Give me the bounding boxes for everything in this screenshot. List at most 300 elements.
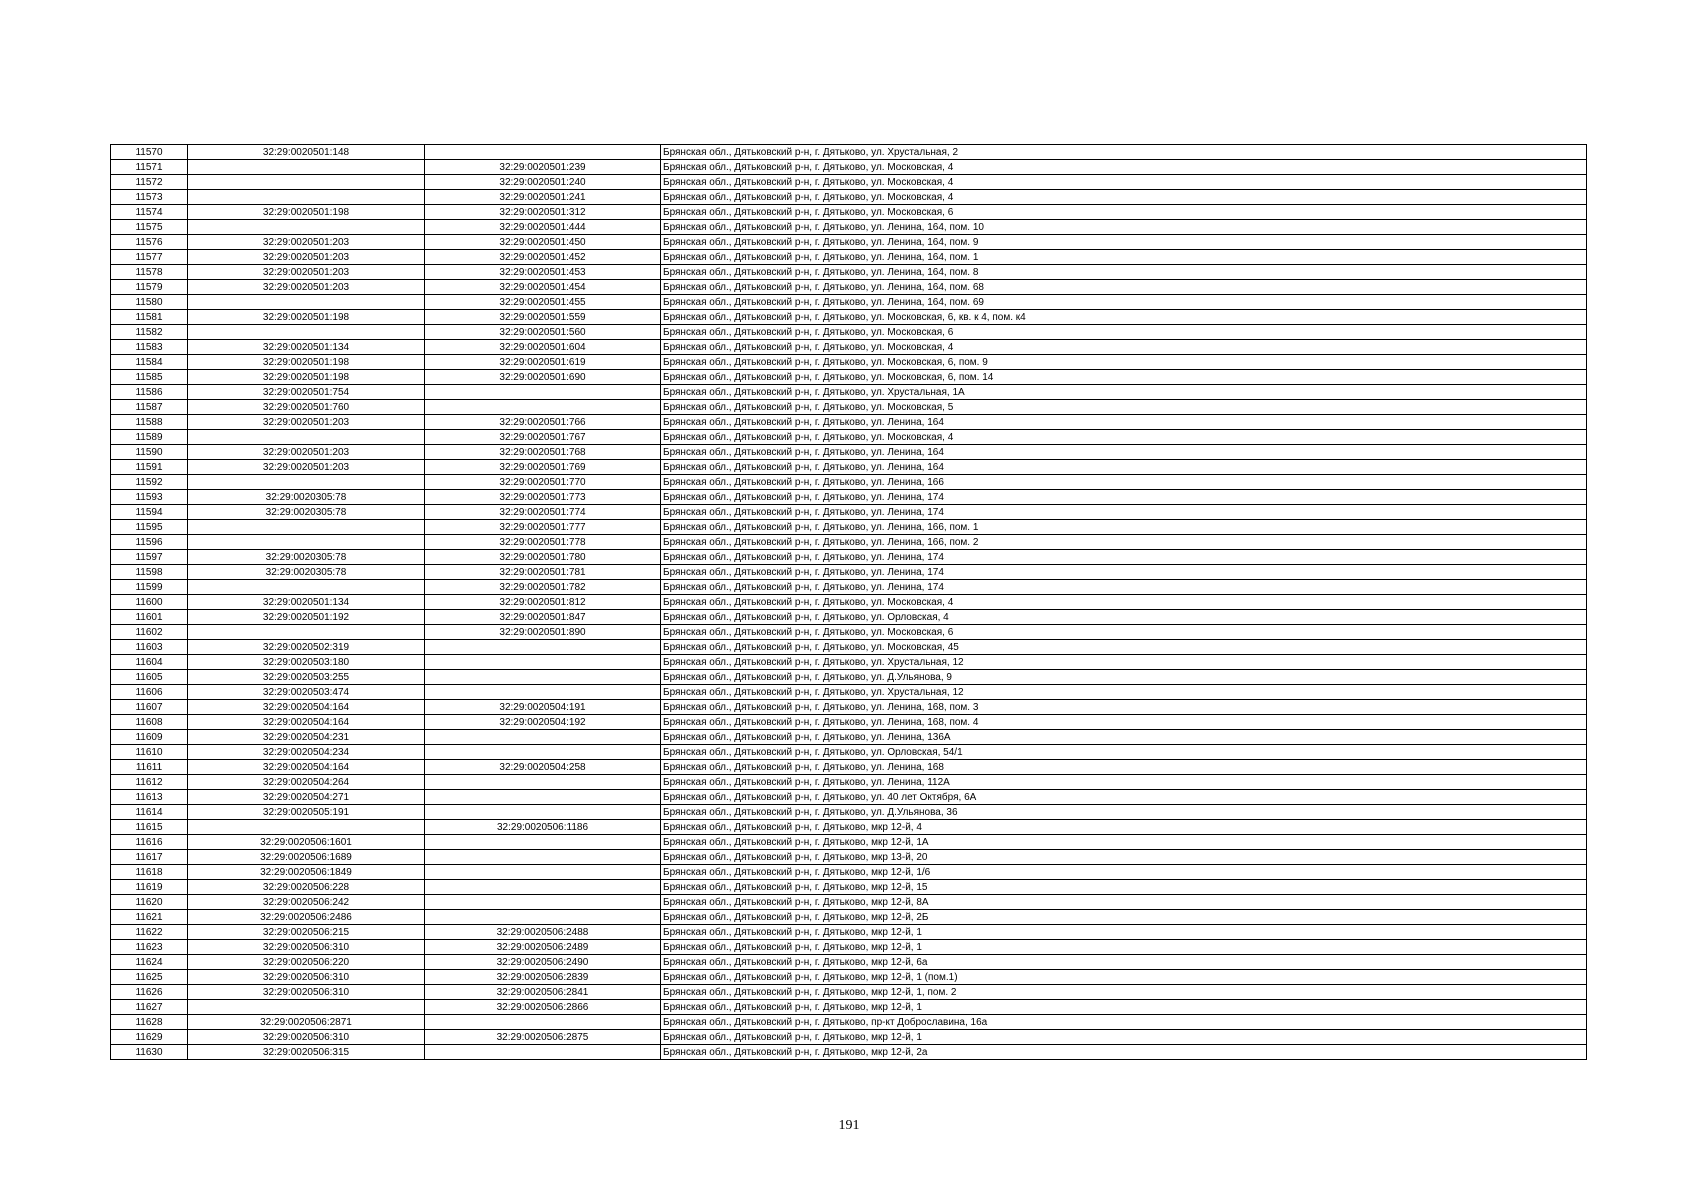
cadastral-number-cell (188, 625, 425, 640)
row-number-cell: 11614 (111, 805, 188, 820)
cadastral-number-cell: 32:29:0020501:203 (188, 235, 425, 250)
object-cadastral-number-cell (425, 865, 661, 880)
object-cadastral-number-cell (425, 805, 661, 820)
row-number-cell: 11613 (111, 790, 188, 805)
table-row (111, 580, 1587, 595)
table-row (111, 700, 1587, 715)
row-number-cell: 11581 (111, 310, 188, 325)
table-row (111, 730, 1587, 745)
table-row (111, 265, 1587, 280)
address-cell: Брянская обл., Дятьковский р-н, г. Дятьково, мкр 12-й, 1 (661, 940, 1587, 955)
row-number-cell: 11578 (111, 265, 188, 280)
cadastral-number-cell: 32:29:0020506:2486 (188, 910, 425, 925)
object-cadastral-number-cell (425, 895, 661, 910)
row-number-cell: 11603 (111, 640, 188, 655)
table-row (111, 775, 1587, 790)
table-row (111, 250, 1587, 265)
address-cell: Брянская обл., Дятьковский р-н, г. Дятьково, мкр 12-й, 6а (661, 955, 1587, 970)
row-number-cell: 11577 (111, 250, 188, 265)
row-number-cell: 11627 (111, 1000, 188, 1015)
object-cadastral-number-cell: 32:29:0020501:239 (425, 160, 661, 175)
row-number-cell: 11607 (111, 700, 188, 715)
cadastral-number-cell: 32:29:0020506:242 (188, 895, 425, 910)
address-cell: Брянская обл., Дятьковский р-н, г. Дятьково, ул. Хрустальная, 1А (661, 385, 1587, 400)
cadastral-number-cell: 32:29:0020501:203 (188, 415, 425, 430)
table-row (111, 655, 1587, 670)
object-cadastral-number-cell (425, 1045, 661, 1060)
row-number-cell: 11594 (111, 505, 188, 520)
row-number-cell: 11628 (111, 1015, 188, 1030)
object-cadastral-number-cell (425, 835, 661, 850)
object-cadastral-number-cell: 32:29:0020504:258 (425, 760, 661, 775)
object-cadastral-number-cell (425, 745, 661, 760)
row-number-cell: 11604 (111, 655, 188, 670)
object-cadastral-number-cell: 32:29:0020501:780 (425, 550, 661, 565)
table-row (111, 160, 1587, 175)
address-cell: Брянская обл., Дятьковский р-н, г. Дятьково, мкр 12-й, 2а (661, 1045, 1587, 1060)
object-cadastral-number-cell (425, 850, 661, 865)
cadastral-number-cell: 32:29:0020305:78 (188, 490, 425, 505)
cadastral-number-cell: 32:29:0020501:203 (188, 445, 425, 460)
cadastral-number-cell: 32:29:0020506:315 (188, 1045, 425, 1060)
address-cell: Брянская обл., Дятьковский р-н, г. Дятьково, ул. Хрустальная, 12 (661, 655, 1587, 670)
object-cadastral-number-cell: 32:29:0020501:619 (425, 355, 661, 370)
address-cell: Брянская обл., Дятьковский р-н, г. Дятьково, ул. Ленина, 166 (661, 475, 1587, 490)
cadastral-number-cell: 32:29:0020501:203 (188, 265, 425, 280)
address-cell: Брянская обл., Дятьковский р-н, г. Дятьково, ул. Московская, 45 (661, 640, 1587, 655)
row-number-cell: 11621 (111, 910, 188, 925)
row-number-cell: 11606 (111, 685, 188, 700)
table-row (111, 850, 1587, 865)
cadastral-number-cell (188, 820, 425, 835)
row-number-cell: 11582 (111, 325, 188, 340)
cadastral-number-cell (188, 190, 425, 205)
cadastral-number-cell: 32:29:0020501:198 (188, 355, 425, 370)
row-number-cell: 11630 (111, 1045, 188, 1060)
row-number-cell: 11623 (111, 940, 188, 955)
cadastral-number-cell: 32:29:0020506:310 (188, 970, 425, 985)
object-cadastral-number-cell (425, 385, 661, 400)
address-cell: Брянская обл., Дятьковский р-н, г. Дятьково, ул. Ленина, 168 (661, 760, 1587, 775)
table-row (111, 895, 1587, 910)
cadastral-number-cell: 32:29:0020501:198 (188, 370, 425, 385)
table-row (111, 640, 1587, 655)
object-cadastral-number-cell: 32:29:0020506:2866 (425, 1000, 661, 1015)
object-cadastral-number-cell (425, 880, 661, 895)
table-row (111, 1045, 1587, 1060)
cadastral-number-cell (188, 175, 425, 190)
object-cadastral-number-cell: 32:29:0020504:191 (425, 700, 661, 715)
table-row (111, 625, 1587, 640)
cadastral-number-cell (188, 535, 425, 550)
table-row (111, 325, 1587, 340)
row-number-cell: 11600 (111, 595, 188, 610)
address-cell: Брянская обл., Дятьковский р-н, г. Дятьково, ул. Ленина, 164, пом. 68 (661, 280, 1587, 295)
object-cadastral-number-cell: 32:29:0020501:782 (425, 580, 661, 595)
cadastral-number-cell: 32:29:0020501:148 (188, 145, 425, 160)
table-row (111, 790, 1587, 805)
cadastral-number-cell: 32:29:0020503:255 (188, 670, 425, 685)
row-number-cell: 11616 (111, 835, 188, 850)
row-number-cell: 11608 (111, 715, 188, 730)
row-number-cell: 11618 (111, 865, 188, 880)
address-cell: Брянская обл., Дятьковский р-н, г. Дятьково, ул. Ленина, 164, пом. 9 (661, 235, 1587, 250)
table-row (111, 460, 1587, 475)
address-cell: Брянская обл., Дятьковский р-н, г. Дятьково, ул. Ленина, 168, пом. 3 (661, 700, 1587, 715)
object-cadastral-number-cell: 32:29:0020501:768 (425, 445, 661, 460)
address-cell: Брянская обл., Дятьковский р-н, г. Дятьково, ул. Московская, 4 (661, 175, 1587, 190)
row-number-cell: 11587 (111, 400, 188, 415)
cadastral-number-cell: 32:29:0020506:220 (188, 955, 425, 970)
row-number-cell: 11619 (111, 880, 188, 895)
table-row (111, 1030, 1587, 1045)
cadastral-number-cell (188, 220, 425, 235)
table-row (111, 475, 1587, 490)
table-row (111, 355, 1587, 370)
cadastral-number-cell: 32:29:0020502:319 (188, 640, 425, 655)
table-row (111, 280, 1587, 295)
row-number-cell: 11576 (111, 235, 188, 250)
cadastral-number-cell: 32:29:0020305:78 (188, 550, 425, 565)
cadastral-number-cell: 32:29:0020506:310 (188, 1030, 425, 1045)
row-number-cell: 11579 (111, 280, 188, 295)
table-row (111, 520, 1587, 535)
row-number-cell: 11615 (111, 820, 188, 835)
cadastral-table (110, 144, 1587, 1060)
table-row (111, 610, 1587, 625)
row-number-cell: 11593 (111, 490, 188, 505)
cadastral-number-cell: 32:29:0020501:203 (188, 250, 425, 265)
row-number-cell: 11588 (111, 415, 188, 430)
address-cell: Брянская обл., Дятьковский р-н, г. Дятьково, ул. Московская, 6, пом. 14 (661, 370, 1587, 385)
row-number-cell: 11629 (111, 1030, 188, 1045)
cadastral-number-cell: 32:29:0020501:198 (188, 205, 425, 220)
object-cadastral-number-cell (425, 790, 661, 805)
address-cell: Брянская обл., Дятьковский р-н, г. Дятьково, мкр 12-й, 1 (661, 1000, 1587, 1015)
address-cell: Брянская обл., Дятьковский р-н, г. Дятьково, ул. Московская, 4 (661, 430, 1587, 445)
row-number-cell: 11595 (111, 520, 188, 535)
address-cell: Брянская обл., Дятьковский р-н, г. Дятьково, мкр 12-й, 1, пом. 2 (661, 985, 1587, 1000)
row-number-cell: 11596 (111, 535, 188, 550)
table-row (111, 805, 1587, 820)
row-number-cell: 11572 (111, 175, 188, 190)
address-cell: Брянская обл., Дятьковский р-н, г. Дятьково, мкр 12-й, 1 (пом.1) (661, 970, 1587, 985)
table-row (111, 925, 1587, 940)
address-cell: Брянская обл., Дятьковский р-н, г. Дятьково, ул. Ленина, 174 (661, 490, 1587, 505)
table-row (111, 430, 1587, 445)
address-cell: Брянская обл., Дятьковский р-н, г. Дятьково, ул. Орловская, 54/1 (661, 745, 1587, 760)
object-cadastral-number-cell (425, 400, 661, 415)
address-cell: Брянская обл., Дятьковский р-н, г. Дятьково, ул. Ленина, 164, пом. 1 (661, 250, 1587, 265)
object-cadastral-number-cell (425, 670, 661, 685)
row-number-cell: 11617 (111, 850, 188, 865)
row-number-cell: 11583 (111, 340, 188, 355)
object-cadastral-number-cell: 32:29:0020501:560 (425, 325, 661, 340)
object-cadastral-number-cell: 32:29:0020506:2875 (425, 1030, 661, 1045)
row-number-cell: 11592 (111, 475, 188, 490)
cadastral-number-cell: 32:29:0020504:271 (188, 790, 425, 805)
object-cadastral-number-cell: 32:29:0020501:769 (425, 460, 661, 475)
address-cell: Брянская обл., Дятьковский р-н, г. Дятьково, ул. Московская, 4 (661, 595, 1587, 610)
address-cell: Брянская обл., Дятьковский р-н, г. Дятьково, ул. Ленина, 168, пом. 4 (661, 715, 1587, 730)
cadastral-number-cell: 32:29:0020505:191 (188, 805, 425, 820)
cadastral-number-cell: 32:29:0020506:228 (188, 880, 425, 895)
row-number-cell: 11609 (111, 730, 188, 745)
row-number-cell: 11586 (111, 385, 188, 400)
address-cell: Брянская обл., Дятьковский р-н, г. Дятьково, ул. Ленина, 166, пом. 2 (661, 535, 1587, 550)
object-cadastral-number-cell (425, 685, 661, 700)
address-cell: Брянская обл., Дятьковский р-н, г. Дятьково, мкр 13-й, 20 (661, 850, 1587, 865)
cadastral-number-cell: 32:29:0020504:234 (188, 745, 425, 760)
table-row (111, 145, 1587, 160)
table-row (111, 505, 1587, 520)
table-row (111, 385, 1587, 400)
table-row (111, 820, 1587, 835)
object-cadastral-number-cell: 32:29:0020501:778 (425, 535, 661, 550)
object-cadastral-number-cell: 32:29:0020506:2490 (425, 955, 661, 970)
cadastral-number-cell (188, 475, 425, 490)
address-cell: Брянская обл., Дятьковский р-н, г. Дятьково, пр-кт Доброславина, 16а (661, 1015, 1587, 1030)
address-cell: Брянская обл., Дятьковский р-н, г. Дятьково, ул. Ленина, 164, пом. 10 (661, 220, 1587, 235)
address-cell: Брянская обл., Дятьковский р-н, г. Дятьково, ул. Ленина, 174 (661, 580, 1587, 595)
cadastral-number-cell: 32:29:0020506:1601 (188, 835, 425, 850)
object-cadastral-number-cell: 32:29:0020501:453 (425, 265, 661, 280)
object-cadastral-number-cell: 32:29:0020501:450 (425, 235, 661, 250)
address-cell: Брянская обл., Дятьковский р-н, г. Дятьково, ул. Ленина, 136А (661, 730, 1587, 745)
address-cell: Брянская обл., Дятьковский р-н, г. Дятьково, ул. Московская, 6 (661, 205, 1587, 220)
table-row (111, 550, 1587, 565)
table-row (111, 880, 1587, 895)
row-number-cell: 11599 (111, 580, 188, 595)
object-cadastral-number-cell (425, 730, 661, 745)
address-cell: Брянская обл., Дятьковский р-н, г. Дятьково, мкр 12-й, 1 (661, 925, 1587, 940)
cadastral-number-cell: 32:29:0020506:1849 (188, 865, 425, 880)
cadastral-number-cell (188, 520, 425, 535)
object-cadastral-number-cell: 32:29:0020501:766 (425, 415, 661, 430)
page-number: 191 (838, 1118, 860, 1133)
cadastral-number-cell (188, 430, 425, 445)
table-row (111, 940, 1587, 955)
table-row (111, 310, 1587, 325)
cadastral-number-cell (188, 295, 425, 310)
address-cell: Брянская обл., Дятьковский р-н, г. Дятьково, ул. Ленина, 174 (661, 550, 1587, 565)
table-row (111, 565, 1587, 580)
address-cell: Брянская обл., Дятьковский р-н, г. Дятьково, мкр 12-й, 1 (661, 1030, 1587, 1045)
cadastral-number-cell: 32:29:0020305:78 (188, 565, 425, 580)
table-row (111, 685, 1587, 700)
table-row (111, 340, 1587, 355)
cadastral-number-cell (188, 1000, 425, 1015)
row-number-cell: 11625 (111, 970, 188, 985)
table-row (111, 715, 1587, 730)
object-cadastral-number-cell: 32:29:0020501:774 (425, 505, 661, 520)
object-cadastral-number-cell: 32:29:0020501:777 (425, 520, 661, 535)
address-cell: Брянская обл., Дятьковский р-н, г. Дятьково, ул. Д.Ульянова, 36 (661, 805, 1587, 820)
cadastral-number-cell: 32:29:0020506:310 (188, 940, 425, 955)
object-cadastral-number-cell: 32:29:0020501:770 (425, 475, 661, 490)
table-row (111, 1015, 1587, 1030)
table-row (111, 955, 1587, 970)
row-number-cell: 11598 (111, 565, 188, 580)
address-cell: Брянская обл., Дятьковский р-н, г. Дятьково, ул. Ленина, 174 (661, 505, 1587, 520)
table-row (111, 415, 1587, 430)
table-row (111, 835, 1587, 850)
address-cell: Брянская обл., Дятьковский р-н, г. Дятьково, мкр 12-й, 4 (661, 820, 1587, 835)
object-cadastral-number-cell: 32:29:0020501:767 (425, 430, 661, 445)
table-row (111, 205, 1587, 220)
object-cadastral-number-cell: 32:29:0020501:241 (425, 190, 661, 205)
row-number-cell: 11612 (111, 775, 188, 790)
object-cadastral-number-cell: 32:29:0020501:312 (425, 205, 661, 220)
address-cell: Брянская обл., Дятьковский р-н, г. Дятьково, ул. Ленина, 166, пом. 1 (661, 520, 1587, 535)
address-cell: Брянская обл., Дятьковский р-н, г. Дятьково, мкр 12-й, 8А (661, 895, 1587, 910)
table-row (111, 370, 1587, 385)
address-cell: Брянская обл., Дятьковский р-н, г. Дятьково, ул. Московская, 6, кв. к 4, пом. к4 (661, 310, 1587, 325)
address-cell: Брянская обл., Дятьковский р-н, г. Дятьково, ул. Ленина, 164, пом. 69 (661, 295, 1587, 310)
row-number-cell: 11611 (111, 760, 188, 775)
object-cadastral-number-cell: 32:29:0020501:604 (425, 340, 661, 355)
address-cell: Брянская обл., Дятьковский р-н, г. Дятьково, ул. Ленина, 164 (661, 445, 1587, 460)
row-number-cell: 11571 (111, 160, 188, 175)
cadastral-number-cell (188, 580, 425, 595)
table-row (111, 175, 1587, 190)
address-cell: Брянская обл., Дятьковский р-н, г. Дятьково, ул. Московская, 6 (661, 625, 1587, 640)
cadastral-number-cell: 32:29:0020506:215 (188, 925, 425, 940)
cadastral-number-cell (188, 325, 425, 340)
object-cadastral-number-cell: 32:29:0020504:192 (425, 715, 661, 730)
cadastral-number-cell: 32:29:0020503:474 (188, 685, 425, 700)
table-row (111, 970, 1587, 985)
address-cell: Брянская обл., Дятьковский р-н, г. Дятьково, ул. Ленина, 174 (661, 565, 1587, 580)
object-cadastral-number-cell: 32:29:0020506:1186 (425, 820, 661, 835)
address-cell: Брянская обл., Дятьковский р-н, г. Дятьково, мкр 12-й, 1/6 (661, 865, 1587, 880)
table-row (111, 445, 1587, 460)
row-number-cell: 11610 (111, 745, 188, 760)
address-cell: Брянская обл., Дятьковский р-н, г. Дятьково, ул. Хрустальная, 2 (661, 145, 1587, 160)
address-cell: Брянская обл., Дятьковский р-н, г. Дятьково, ул. Хрустальная, 12 (661, 685, 1587, 700)
object-cadastral-number-cell: 32:29:0020501:454 (425, 280, 661, 295)
table-row (111, 910, 1587, 925)
cadastral-number-cell: 32:29:0020501:203 (188, 460, 425, 475)
row-number-cell: 11591 (111, 460, 188, 475)
object-cadastral-number-cell: 32:29:0020506:2839 (425, 970, 661, 985)
row-number-cell: 11575 (111, 220, 188, 235)
address-cell: Брянская обл., Дятьковский р-н, г. Дятьково, ул. Московская, 6, пом. 9 (661, 355, 1587, 370)
object-cadastral-number-cell: 32:29:0020501:444 (425, 220, 661, 235)
cadastral-number-cell: 32:29:0020504:231 (188, 730, 425, 745)
object-cadastral-number-cell: 32:29:0020501:781 (425, 565, 661, 580)
row-number-cell: 11605 (111, 670, 188, 685)
cadastral-number-cell: 32:29:0020501:134 (188, 340, 425, 355)
address-cell: Брянская обл., Дятьковский р-н, г. Дятьково, ул. Московская, 4 (661, 160, 1587, 175)
address-cell: Брянская обл., Дятьковский р-н, г. Дятьково, ул. Московская, 6 (661, 325, 1587, 340)
object-cadastral-number-cell (425, 655, 661, 670)
row-number-cell: 11602 (111, 625, 188, 640)
table-row (111, 190, 1587, 205)
address-cell: Брянская обл., Дятьковский р-н, г. Дятьково, ул. Московская, 4 (661, 340, 1587, 355)
table-row (111, 535, 1587, 550)
table-row (111, 295, 1587, 310)
cadastral-number-cell: 32:29:0020506:310 (188, 985, 425, 1000)
object-cadastral-number-cell (425, 910, 661, 925)
table-row (111, 745, 1587, 760)
cadastral-number-cell (188, 160, 425, 175)
address-cell: Брянская обл., Дятьковский р-н, г. Дятьково, мкр 12-й, 1А (661, 835, 1587, 850)
table-row (111, 235, 1587, 250)
row-number-cell: 11601 (111, 610, 188, 625)
object-cadastral-number-cell: 32:29:0020501:890 (425, 625, 661, 640)
row-number-cell: 11585 (111, 370, 188, 385)
cadastral-number-cell: 32:29:0020501:203 (188, 280, 425, 295)
address-cell: Брянская обл., Дятьковский р-н, г. Дятьково, ул. 40 лет Октября, 6А (661, 790, 1587, 805)
row-number-cell: 11590 (111, 445, 188, 460)
object-cadastral-number-cell: 32:29:0020501:559 (425, 310, 661, 325)
table-row (111, 670, 1587, 685)
object-cadastral-number-cell: 32:29:0020501:452 (425, 250, 661, 265)
table-row (111, 220, 1587, 235)
object-cadastral-number-cell: 32:29:0020506:2489 (425, 940, 661, 955)
address-cell: Брянская обл., Дятьковский р-н, г. Дятьково, ул. Ленина, 164 (661, 460, 1587, 475)
object-cadastral-number-cell: 32:29:0020501:690 (425, 370, 661, 385)
row-number-cell: 11570 (111, 145, 188, 160)
address-cell: Брянская обл., Дятьковский р-н, г. Дятьково, мкр 12-й, 2Б (661, 910, 1587, 925)
table-row (111, 760, 1587, 775)
row-number-cell: 11597 (111, 550, 188, 565)
address-cell: Брянская обл., Дятьковский р-н, г. Дятьково, ул. Д.Ульянова, 9 (661, 670, 1587, 685)
cadastral-number-cell: 32:29:0020506:2871 (188, 1015, 425, 1030)
cadastral-number-cell: 32:29:0020503:180 (188, 655, 425, 670)
address-cell: Брянская обл., Дятьковский р-н, г. Дятьково, ул. Ленина, 164 (661, 415, 1587, 430)
cadastral-number-cell: 32:29:0020501:134 (188, 595, 425, 610)
object-cadastral-number-cell (425, 1015, 661, 1030)
address-cell: Брянская обл., Дятьковский р-н, г. Дятьково, ул. Ленина, 164, пом. 8 (661, 265, 1587, 280)
row-number-cell: 11574 (111, 205, 188, 220)
object-cadastral-number-cell (425, 775, 661, 790)
object-cadastral-number-cell: 32:29:0020501:812 (425, 595, 661, 610)
row-number-cell: 11620 (111, 895, 188, 910)
address-cell: Брянская обл., Дятьковский р-н, г. Дятьково, ул. Ленина, 112А (661, 775, 1587, 790)
table-row (111, 490, 1587, 505)
object-cadastral-number-cell: 32:29:0020506:2488 (425, 925, 661, 940)
table-row (111, 985, 1587, 1000)
cadastral-number-cell: 32:29:0020501:760 (188, 400, 425, 415)
row-number-cell: 11624 (111, 955, 188, 970)
row-number-cell: 11584 (111, 355, 188, 370)
object-cadastral-number-cell: 32:29:0020506:2841 (425, 985, 661, 1000)
address-cell: Брянская обл., Дятьковский р-н, г. Дятьково, ул. Московская, 5 (661, 400, 1587, 415)
cadastral-number-cell: 32:29:0020504:164 (188, 715, 425, 730)
cadastral-number-cell: 32:29:0020501:192 (188, 610, 425, 625)
row-number-cell: 11622 (111, 925, 188, 940)
table-row (111, 595, 1587, 610)
cadastral-number-cell: 32:29:0020501:754 (188, 385, 425, 400)
table-body (111, 145, 1587, 1060)
object-cadastral-number-cell: 32:29:0020501:240 (425, 175, 661, 190)
cadastral-number-cell: 32:29:0020504:164 (188, 700, 425, 715)
address-cell: Брянская обл., Дятьковский р-н, г. Дятьково, ул. Московская, 4 (661, 190, 1587, 205)
object-cadastral-number-cell (425, 145, 661, 160)
row-number-cell: 11626 (111, 985, 188, 1000)
row-number-cell: 11580 (111, 295, 188, 310)
table-row (111, 1000, 1587, 1015)
object-cadastral-number-cell: 32:29:0020501:847 (425, 610, 661, 625)
row-number-cell: 11589 (111, 430, 188, 445)
table-row (111, 865, 1587, 880)
table-row (111, 400, 1587, 415)
cadastral-number-cell: 32:29:0020305:78 (188, 505, 425, 520)
address-cell: Брянская обл., Дятьковский р-н, г. Дятьково, ул. Орловская, 4 (661, 610, 1587, 625)
cadastral-number-cell: 32:29:0020504:164 (188, 760, 425, 775)
